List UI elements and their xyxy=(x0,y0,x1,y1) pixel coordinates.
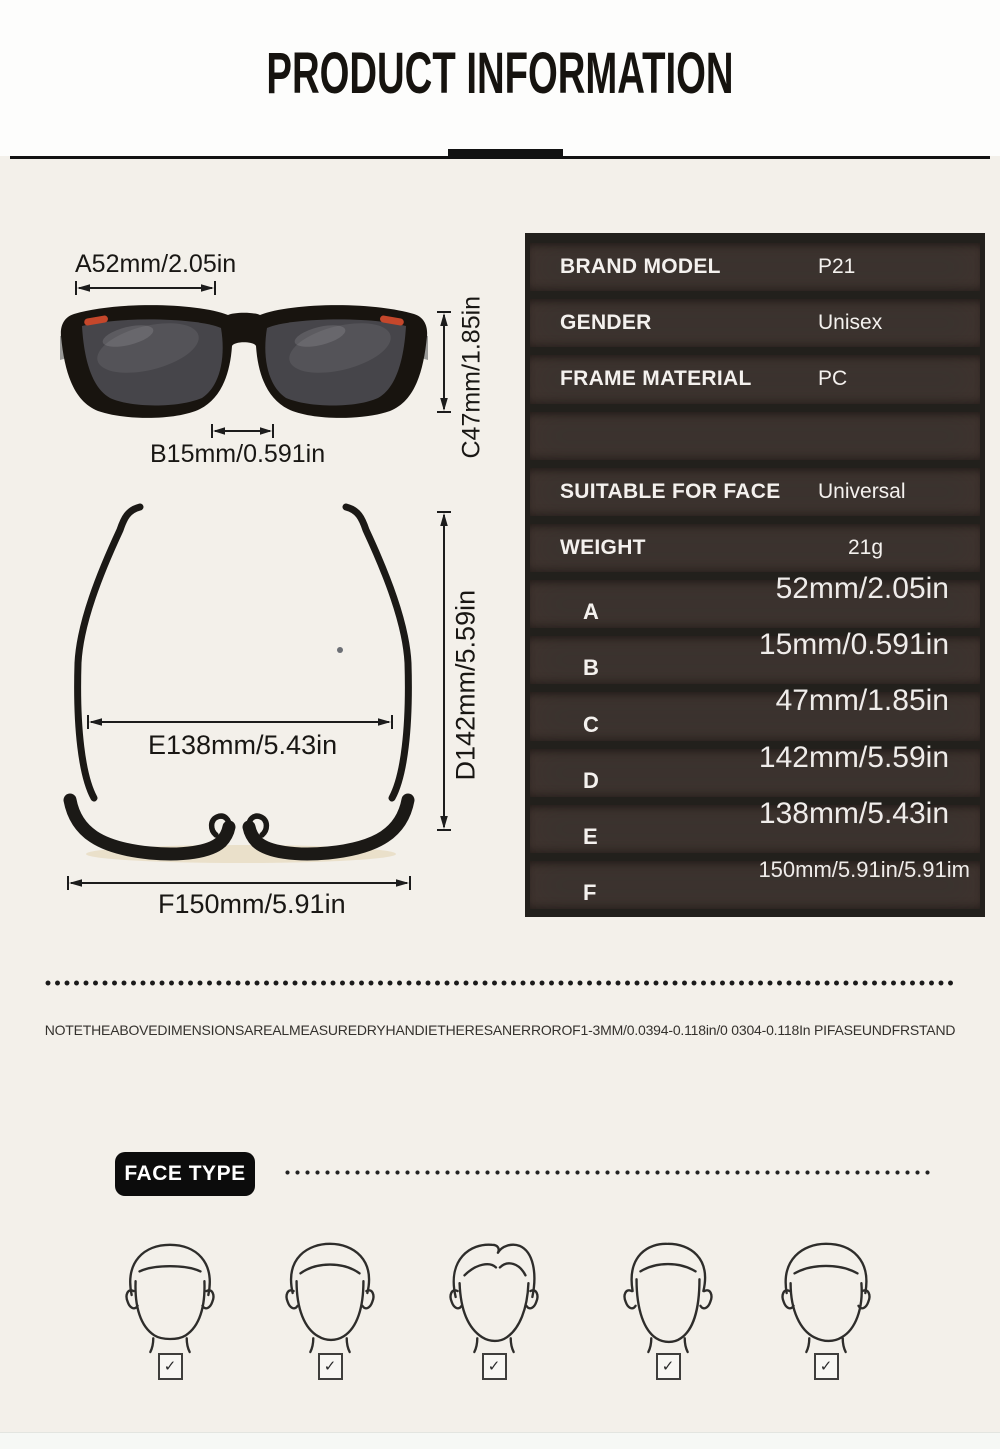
measurement-note: NOTETHEABOVEDIMENSIONSAREALMEASUREDRYHANDIETHERESANERROROF1-3MM/0.0394-0.118in/0 0304-0.118In PIFASEUNDFRSTAND xyxy=(44,1022,956,1038)
face-type-heart xyxy=(440,1236,548,1380)
face-checkbox-icon: ✓ xyxy=(318,1353,343,1380)
face-checkbox-icon: ✓ xyxy=(814,1353,839,1380)
dim-e-arrow xyxy=(87,714,393,730)
spec-row-label: F xyxy=(583,880,597,906)
spec-row xyxy=(530,628,980,684)
title-divider-accent xyxy=(448,149,563,159)
spec-row xyxy=(530,572,980,628)
dim-e-label: E138mm/5.43in xyxy=(148,730,338,760)
dim-a-label: A52mm/2.05in xyxy=(75,250,237,278)
spec-row xyxy=(530,468,980,516)
spec-row xyxy=(530,684,980,740)
face-type-round xyxy=(772,1236,880,1380)
sunglasses-top-view-image xyxy=(56,498,446,866)
spec-row-label: B xyxy=(583,655,600,681)
spec-row xyxy=(530,299,980,347)
face-type-square xyxy=(116,1236,224,1380)
face-outline-icon xyxy=(614,1236,722,1354)
dim-c-label: C47mm/1.85in xyxy=(457,295,486,459)
spec-row-label: C xyxy=(583,711,600,737)
face-type-oval xyxy=(276,1236,384,1380)
face-type-dotted-line xyxy=(285,1170,930,1175)
spec-row-value: 21g xyxy=(848,535,884,559)
dim-b-label: B15mm/0.591in xyxy=(150,440,326,468)
spec-row-value: 52mm/2.05in xyxy=(775,572,949,606)
spec-row xyxy=(530,856,980,909)
spec-row-value: 47mm/1.85in xyxy=(775,684,949,718)
spec-row-value: 15mm/0.591in xyxy=(758,628,949,662)
spec-row-value: Universal xyxy=(818,479,906,503)
dim-a-arrow xyxy=(75,280,216,296)
spec-row-label: FRAME MATERIAL xyxy=(560,367,752,391)
spec-row xyxy=(530,796,980,853)
dim-f-label: F150mm/5.91in xyxy=(158,889,346,919)
spec-row-label: SUITABLE FOR FACE xyxy=(560,479,781,503)
sunglasses-front-view-image xyxy=(58,296,430,426)
spec-row xyxy=(530,740,980,797)
spec-row-label: WEIGHT xyxy=(560,535,646,559)
spec-row-label: D xyxy=(583,767,600,793)
page-title: PRODUCT INFORMATION xyxy=(266,41,734,106)
spec-row-value: 150mm/5.91in/5.91im xyxy=(758,856,970,882)
face-outline-icon xyxy=(440,1236,548,1354)
face-checkbox-icon: ✓ xyxy=(482,1353,507,1380)
spec-table xyxy=(525,233,985,917)
face-type-badge: FACE TYPE xyxy=(115,1152,255,1196)
face-type-oblong xyxy=(614,1236,722,1380)
spec-row-value: P21 xyxy=(818,255,856,279)
spec-row-label: GENDER xyxy=(560,311,652,335)
spec-row-value: 138mm/5.43in xyxy=(758,796,949,830)
face-checkbox-icon: ✓ xyxy=(656,1353,681,1380)
spec-row-label: A xyxy=(583,599,600,625)
face-outline-icon xyxy=(772,1236,880,1354)
dotted-divider xyxy=(45,980,955,986)
dim-b-arrow xyxy=(211,423,274,439)
spec-row xyxy=(530,412,980,460)
spec-row-value: PC xyxy=(818,367,848,391)
face-outline-icon xyxy=(116,1236,224,1354)
spec-row-label: E xyxy=(583,823,598,849)
spec-row-label: BRAND MODEL xyxy=(560,255,721,279)
face-outline-icon xyxy=(276,1236,384,1354)
spec-row-value: 142mm/5.59in xyxy=(758,740,949,774)
face-checkbox-icon: ✓ xyxy=(158,1353,183,1380)
spec-row xyxy=(530,524,980,572)
dim-c-arrow xyxy=(436,311,452,413)
dim-d-label: D142mm/5.59in xyxy=(450,589,481,781)
spec-row-value: Unisex xyxy=(818,311,883,335)
spec-row xyxy=(530,243,980,291)
spec-row xyxy=(530,355,980,403)
bottom-strip xyxy=(0,1432,1000,1449)
